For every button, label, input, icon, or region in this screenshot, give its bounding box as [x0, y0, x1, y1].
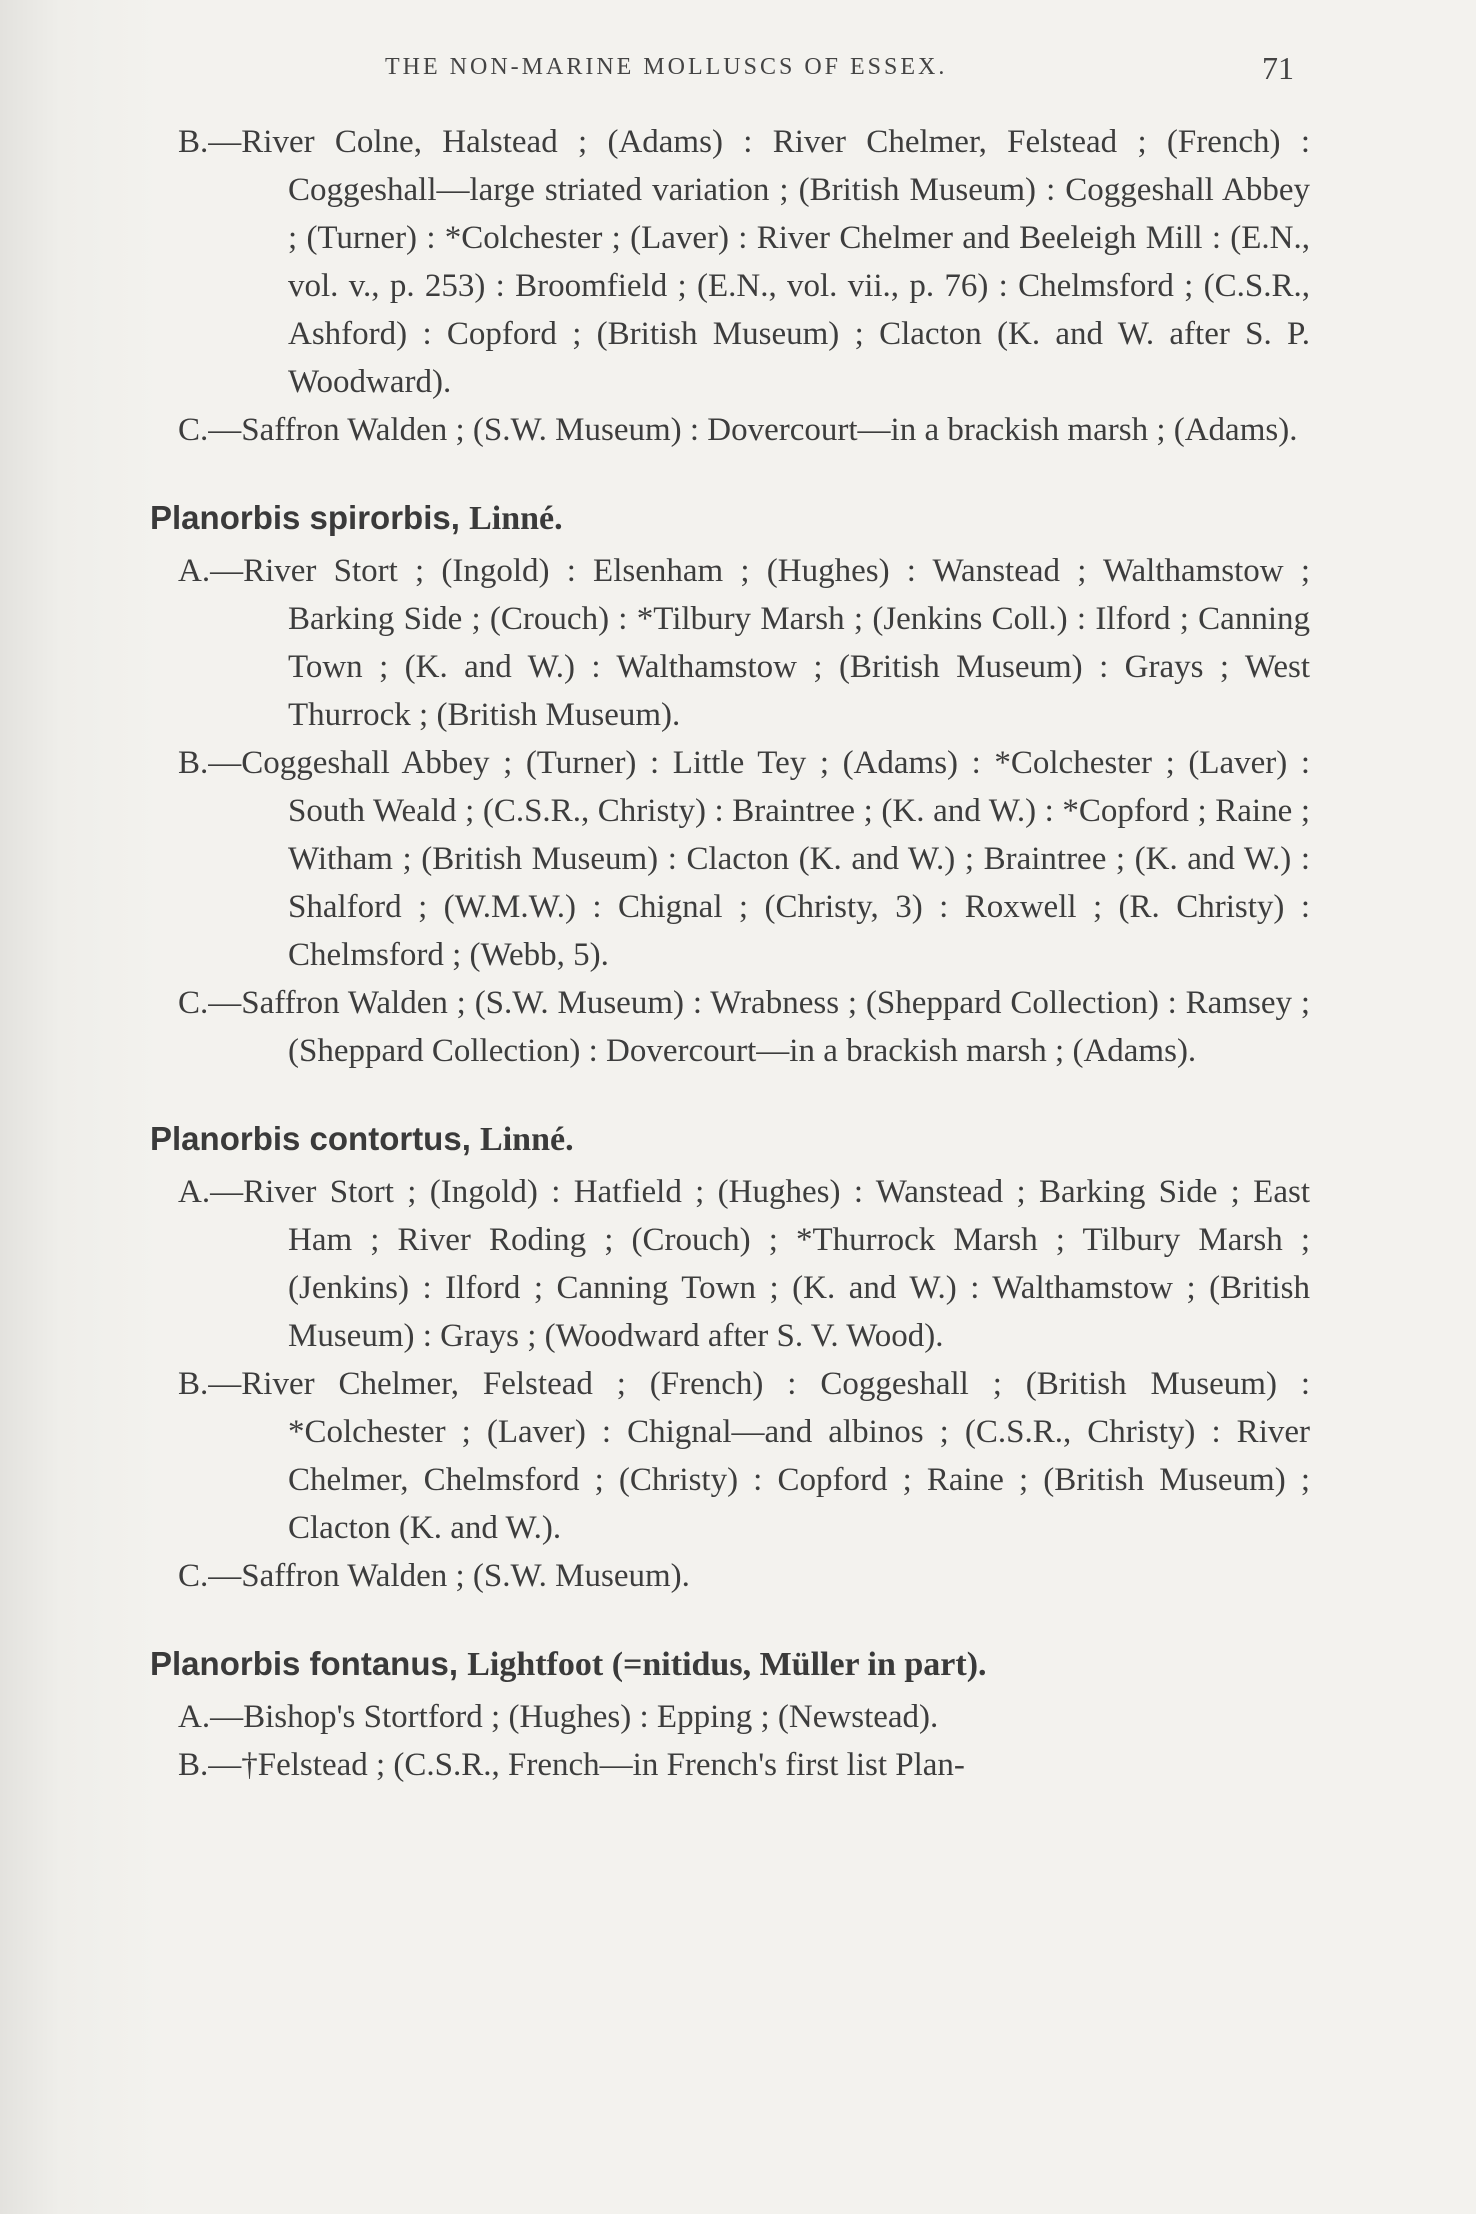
- species-planorbis-contortus: [150, 1115, 1310, 1600]
- locality-record: B.—River Colne, Halstead ; (Adams) : River Chelmer, Felstead ; (French) : Coggeshall—large striated variation ; (British Museum) : Coggeshall Abbey ; (Turner) : *Colchester ; (Laver) : River Chelmer and Beeleigh Mill : (E.N., vol. v., p. 253) : Broomfield ; (E.N., vol. vii., p. 76) : Chelmsford ; (C.S.R., Ashford) : Copford ; (British Museum) ; Clacton (K. and W. after S. P. Woodward).: [178, 124, 1310, 400]
- species-heading: [150, 1640, 1310, 1689]
- locality-record: B.—River Chelmer, Felstead ; (French) : Coggeshall ; (British Museum) : *Colchester ; (Laver) : Chignal—and albinos ; (C.S.R., Christy) : River Chelmer, Chelmsford ; (Christy) : Copford ; Raine ; (British Museum) ; Clacton (K. and W.).: [178, 1366, 1310, 1546]
- locality-record: A.—River Stort ; (Ingold) : Elsenham ; (Hughes) : Wanstead ; Walthamstow ; Barking Side ; (Crouch) : *Tilbury Marsh ; (Jenkins Coll.) : Ilford ; Canning Town ; (K. and W.) : Walthamstow ; (British Museum) : Grays ; West Thurrock ; (British Museum).: [178, 553, 1310, 733]
- page-number: 71: [1262, 50, 1294, 86]
- locality-record: B.—Coggeshall Abbey ; (Turner) : Little Tey ; (Adams) : *Colchester ; (Laver) : South Weald ; (C.S.R., Christy) : Braintree ; (K. and W.) : *Copford ; Raine ; Witham ; (British Museum) : Clacton (K. and W.) ; Braintree ; (K. and W.) : Shalford ; (W.M.W.) : Chignal ; (Christy, 3) : Roxwell ; (R. Christy) : Chelmsford ; (Webb, 5).: [178, 745, 1310, 973]
- species-author: Lightfoot (=nitidus, Müller in part).: [467, 1646, 987, 1683]
- locality-record: B.—†Felstead ; (C.S.R., French—in French's first list Plan-: [178, 1747, 965, 1783]
- species-planorbis-spirorbis: [150, 494, 1310, 1075]
- species-author: Linné.: [469, 500, 563, 537]
- locality-record: C.—Saffron Walden ; (S.W. Museum) : Dovercourt—in a brackish marsh ; (Adams).: [178, 412, 1298, 448]
- locality-record: A.—River Stort ; (Ingold) : Hatfield ; (Hughes) : Wanstead ; Barking Side ; East Ham ; River Roding ; (Crouch) ; *Thurrock Marsh ; Tilbury Marsh ; (Jenkins) : Ilford ; Canning Town ; (K. and W.) : Walthamstow ; (British Museum) : Grays ; (Woodward after S. V. Wood).: [178, 1174, 1310, 1354]
- page-header: [0, 48, 1476, 98]
- locality-record: C.—Saffron Walden ; (S.W. Museum) : Wrabness ; (Sheppard Collection) : Ramsey ; (Sheppard Collection) : Dovercourt—in a brackish marsh ; (Adams).: [178, 985, 1310, 1069]
- page-content: [150, 118, 1310, 1789]
- locality-record: C.—Saffron Walden ; (S.W. Museum).: [178, 1558, 690, 1594]
- species-continued: [150, 118, 1310, 454]
- species-heading: [150, 494, 1310, 543]
- species-name: Planorbis fontanus,: [150, 1645, 459, 1682]
- running-title: THE NON-MARINE MOLLUSCS OF ESSEX.: [385, 54, 948, 80]
- species-author: Linné.: [480, 1121, 574, 1158]
- species-planorbis-fontanus: [150, 1640, 1310, 1789]
- species-heading: [150, 1115, 1310, 1164]
- locality-record: A.—Bishop's Stortford ; (Hughes) : Epping ; (Newstead).: [178, 1699, 939, 1735]
- species-name: Planorbis spirorbis,: [150, 499, 460, 536]
- species-name: Planorbis contortus,: [150, 1120, 471, 1157]
